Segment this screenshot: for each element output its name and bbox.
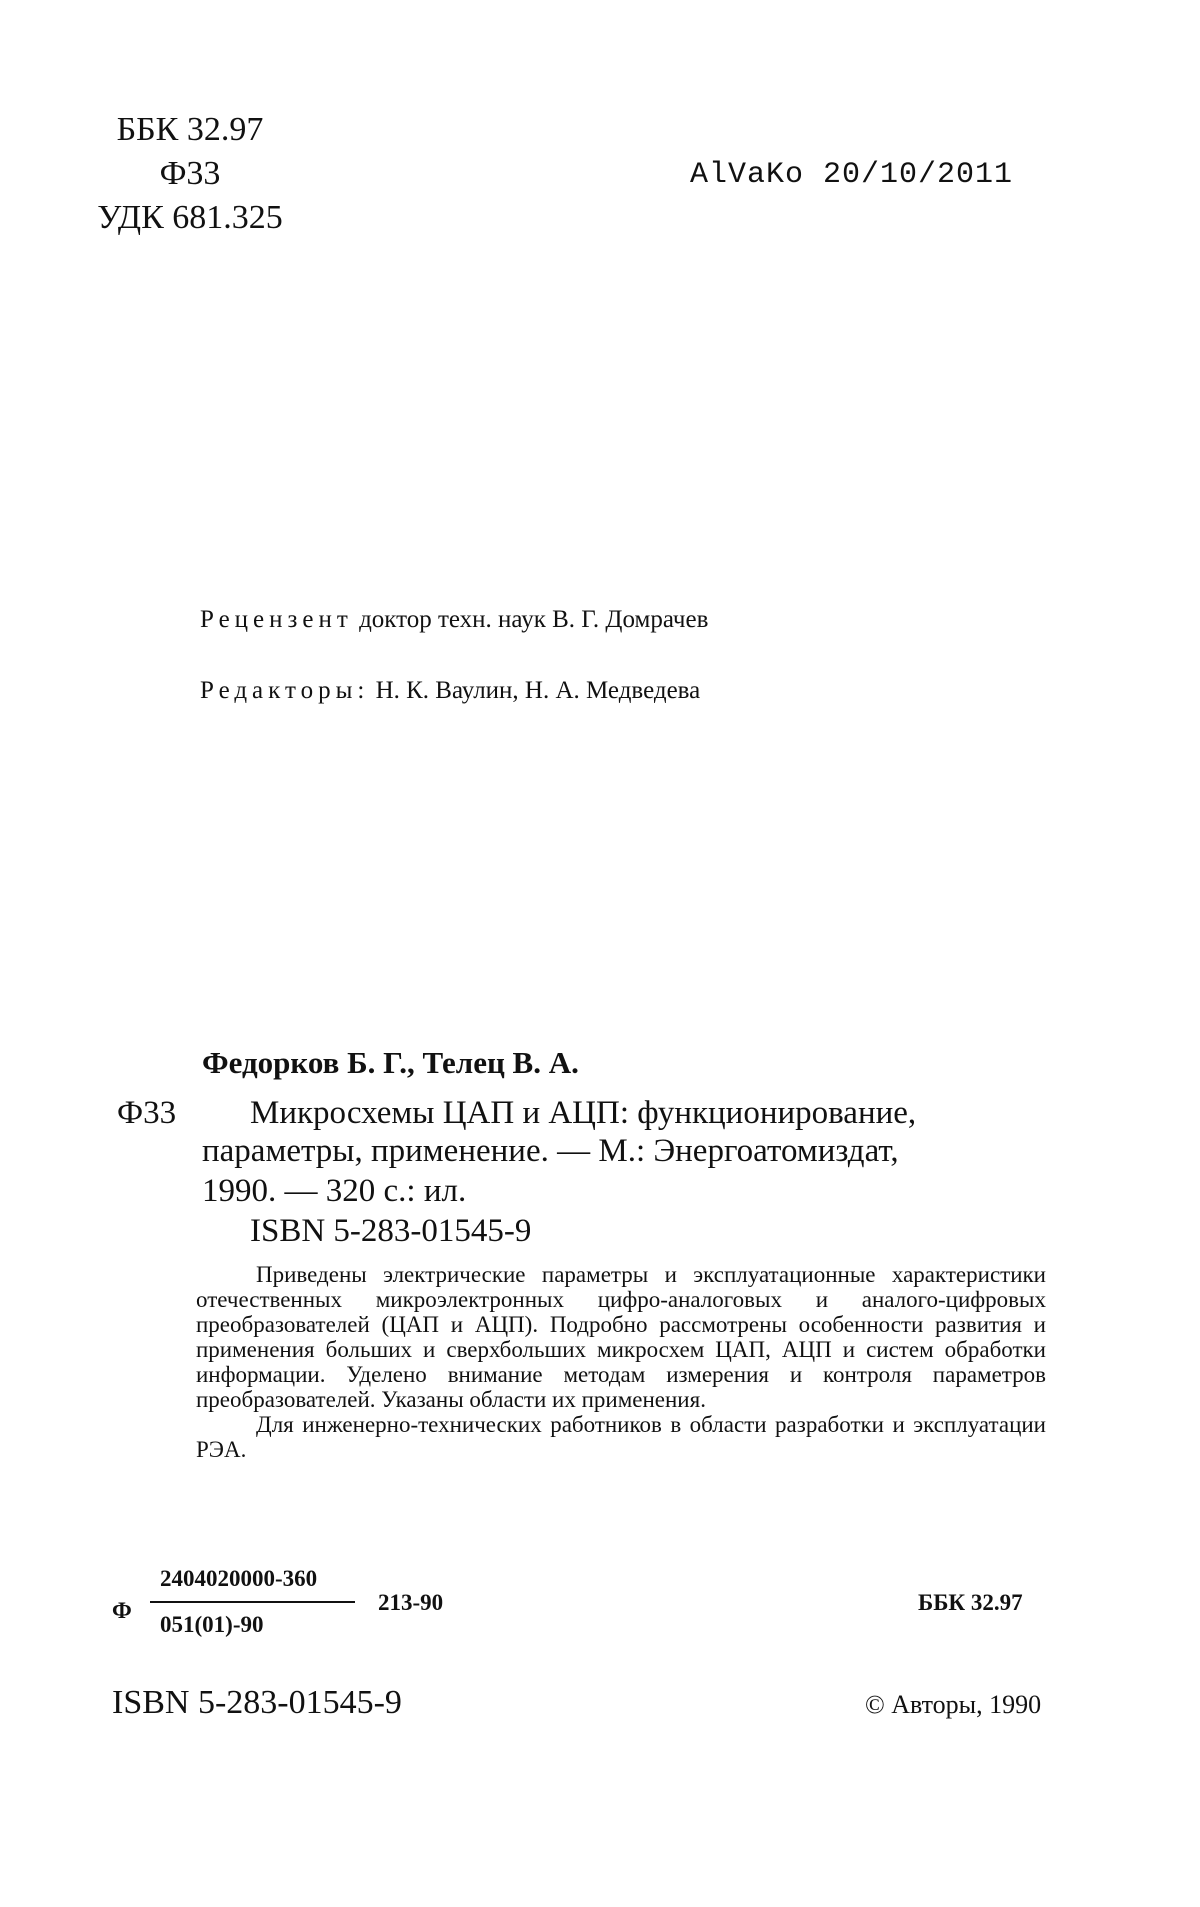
annotation (196, 1262, 1046, 1462)
annotation-paragraph: Приведены электрические параметры и эксплуатационные характеристики отечественных микроэлектронных цифро-аналоговых и аналого-цифровых преобразователей (ЦАП и АЦП). Подробно рассмотрены особенности развития и применения больших и сверхбольших микросхем ЦАП, АЦП и систем обработки информации. Уделено внимание методам измерения и контроля параметров преобразователей. Указаны области их применения. (196, 1262, 1046, 1412)
entry-title-line3: 1990. — 320 с.: ил. (202, 1173, 467, 1209)
entry-title-line1: Микросхемы ЦАП и АЦП: функционирование, (250, 1095, 917, 1131)
author-mark: Ф33 (159, 155, 221, 192)
annotation-audience: Для инженерно-технических работников в области разработки и эксплуатации РЭА. (196, 1412, 1046, 1462)
imprint-order: 213-90 (378, 1590, 444, 1615)
bbk-code: ББК 32.97 (116, 111, 264, 148)
entry-title-line2: параметры, применение. — М.: Энергоатомиздат, (202, 1133, 899, 1169)
scan-stamp: AlVaKo 20/10/2011 (690, 158, 1014, 192)
entry-isbn: ISBN 5-283-01545-9 (250, 1213, 532, 1249)
entry-code: Ф33 (117, 1095, 177, 1131)
footer-copyright: © Авторы, 1990 (865, 1690, 1042, 1719)
imprint-fraction-line (150, 1601, 355, 1603)
editors-label: Редакторы: (200, 677, 370, 704)
imprint-f-letter: Ф (112, 1598, 132, 1623)
imprint-bbk: ББК 32.97 (918, 1590, 1023, 1615)
reviewer-label: Рецензент (200, 606, 353, 633)
classification-block (95, 108, 285, 240)
imprint-numerator: 2404020000-360 (160, 1566, 318, 1591)
editors-names: Н. К. Ваулин, Н. А. Медведева (375, 677, 701, 704)
footer-isbn: ISBN 5-283-01545-9 (112, 1684, 402, 1721)
entry-authors: Федорков Б. Г., Телец В. А. (202, 1045, 579, 1080)
reviewer-name: доктор техн. наук В. Г. Домрачев (359, 606, 709, 633)
editors-line (200, 677, 700, 705)
reviewer-line (200, 606, 708, 634)
udk-code: УДК 681.325 (97, 199, 283, 236)
imprint-denominator: 051(01)-90 (160, 1612, 264, 1637)
